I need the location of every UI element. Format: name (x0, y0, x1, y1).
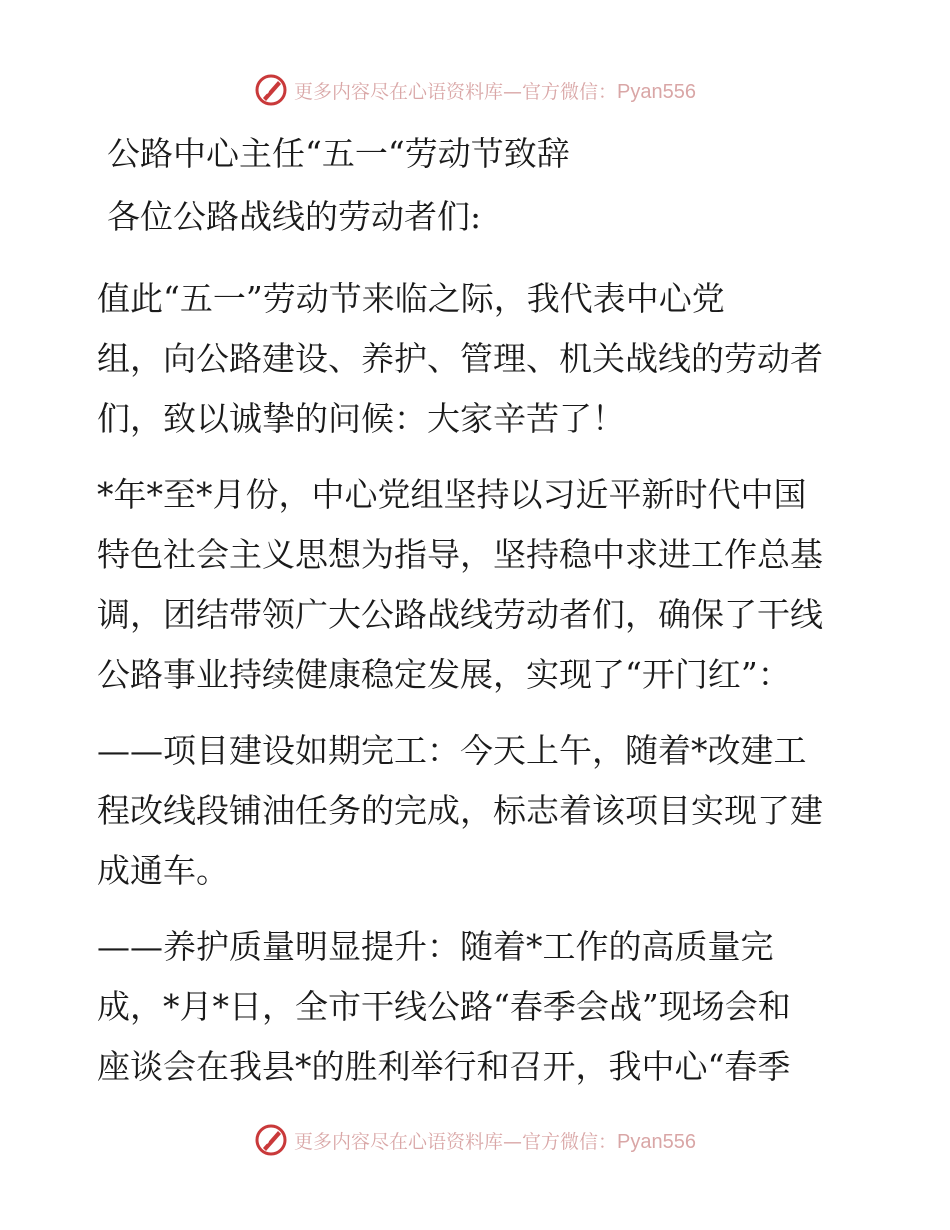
watermark-banner-bottom (0, 1120, 950, 1160)
pen-logo-icon (254, 1123, 288, 1157)
document-body (97, 120, 857, 1097)
text-line: 值此“五一”劳动节来临之际，我代表中心党 (97, 279, 725, 318)
text-line: 组，向公路建设、养护、管理、机关战线的劳动者 (97, 339, 823, 378)
text-line: 座谈会在我县*的胜利举行和召开，我中心“春季 (97, 1047, 791, 1086)
body-text (97, 269, 857, 1097)
text-line: 成通车。 (97, 851, 229, 890)
text-line: 调，团结带领广大公路战线劳动者们，确保了干线 (97, 595, 823, 634)
text-line: *年*至*月份，中心党组坚持以习近平新时代中国 (97, 475, 807, 514)
watermark-text: 更多内容尽在心语资料库—官方微信：Pyan556 (294, 1130, 696, 1153)
watermark-banner-top (0, 70, 950, 110)
pen-logo-icon (254, 73, 288, 107)
text-line: 公路事业持续健康稳定发展，实现了“开门红”： (97, 655, 791, 694)
text-line: 成，*月*日，全市干线公路“春季会战”现场会和 (97, 987, 791, 1026)
watermark-text: 更多内容尽在心语资料库—官方微信：Pyan556 (294, 80, 696, 103)
text-line: ——养护质量明显提升：随着*工作的高质量完 (97, 927, 774, 966)
document-title: 公路中心主任“五一“劳动节致辞 (107, 134, 570, 173)
text-line: 特色社会主义思想为指导，坚持稳中求进工作总基 (97, 535, 823, 574)
text-line: 们，致以诚挚的问候：大家辛苦了！ (97, 399, 625, 438)
salutation: 各位公路战线的劳动者们: (107, 197, 482, 236)
text-line: 程改线段铺油任务的完成，标志着该项目实现了建 (97, 791, 823, 830)
text-line: ——项目建设如期完工：今天上午，随着*改建工 (97, 731, 807, 770)
